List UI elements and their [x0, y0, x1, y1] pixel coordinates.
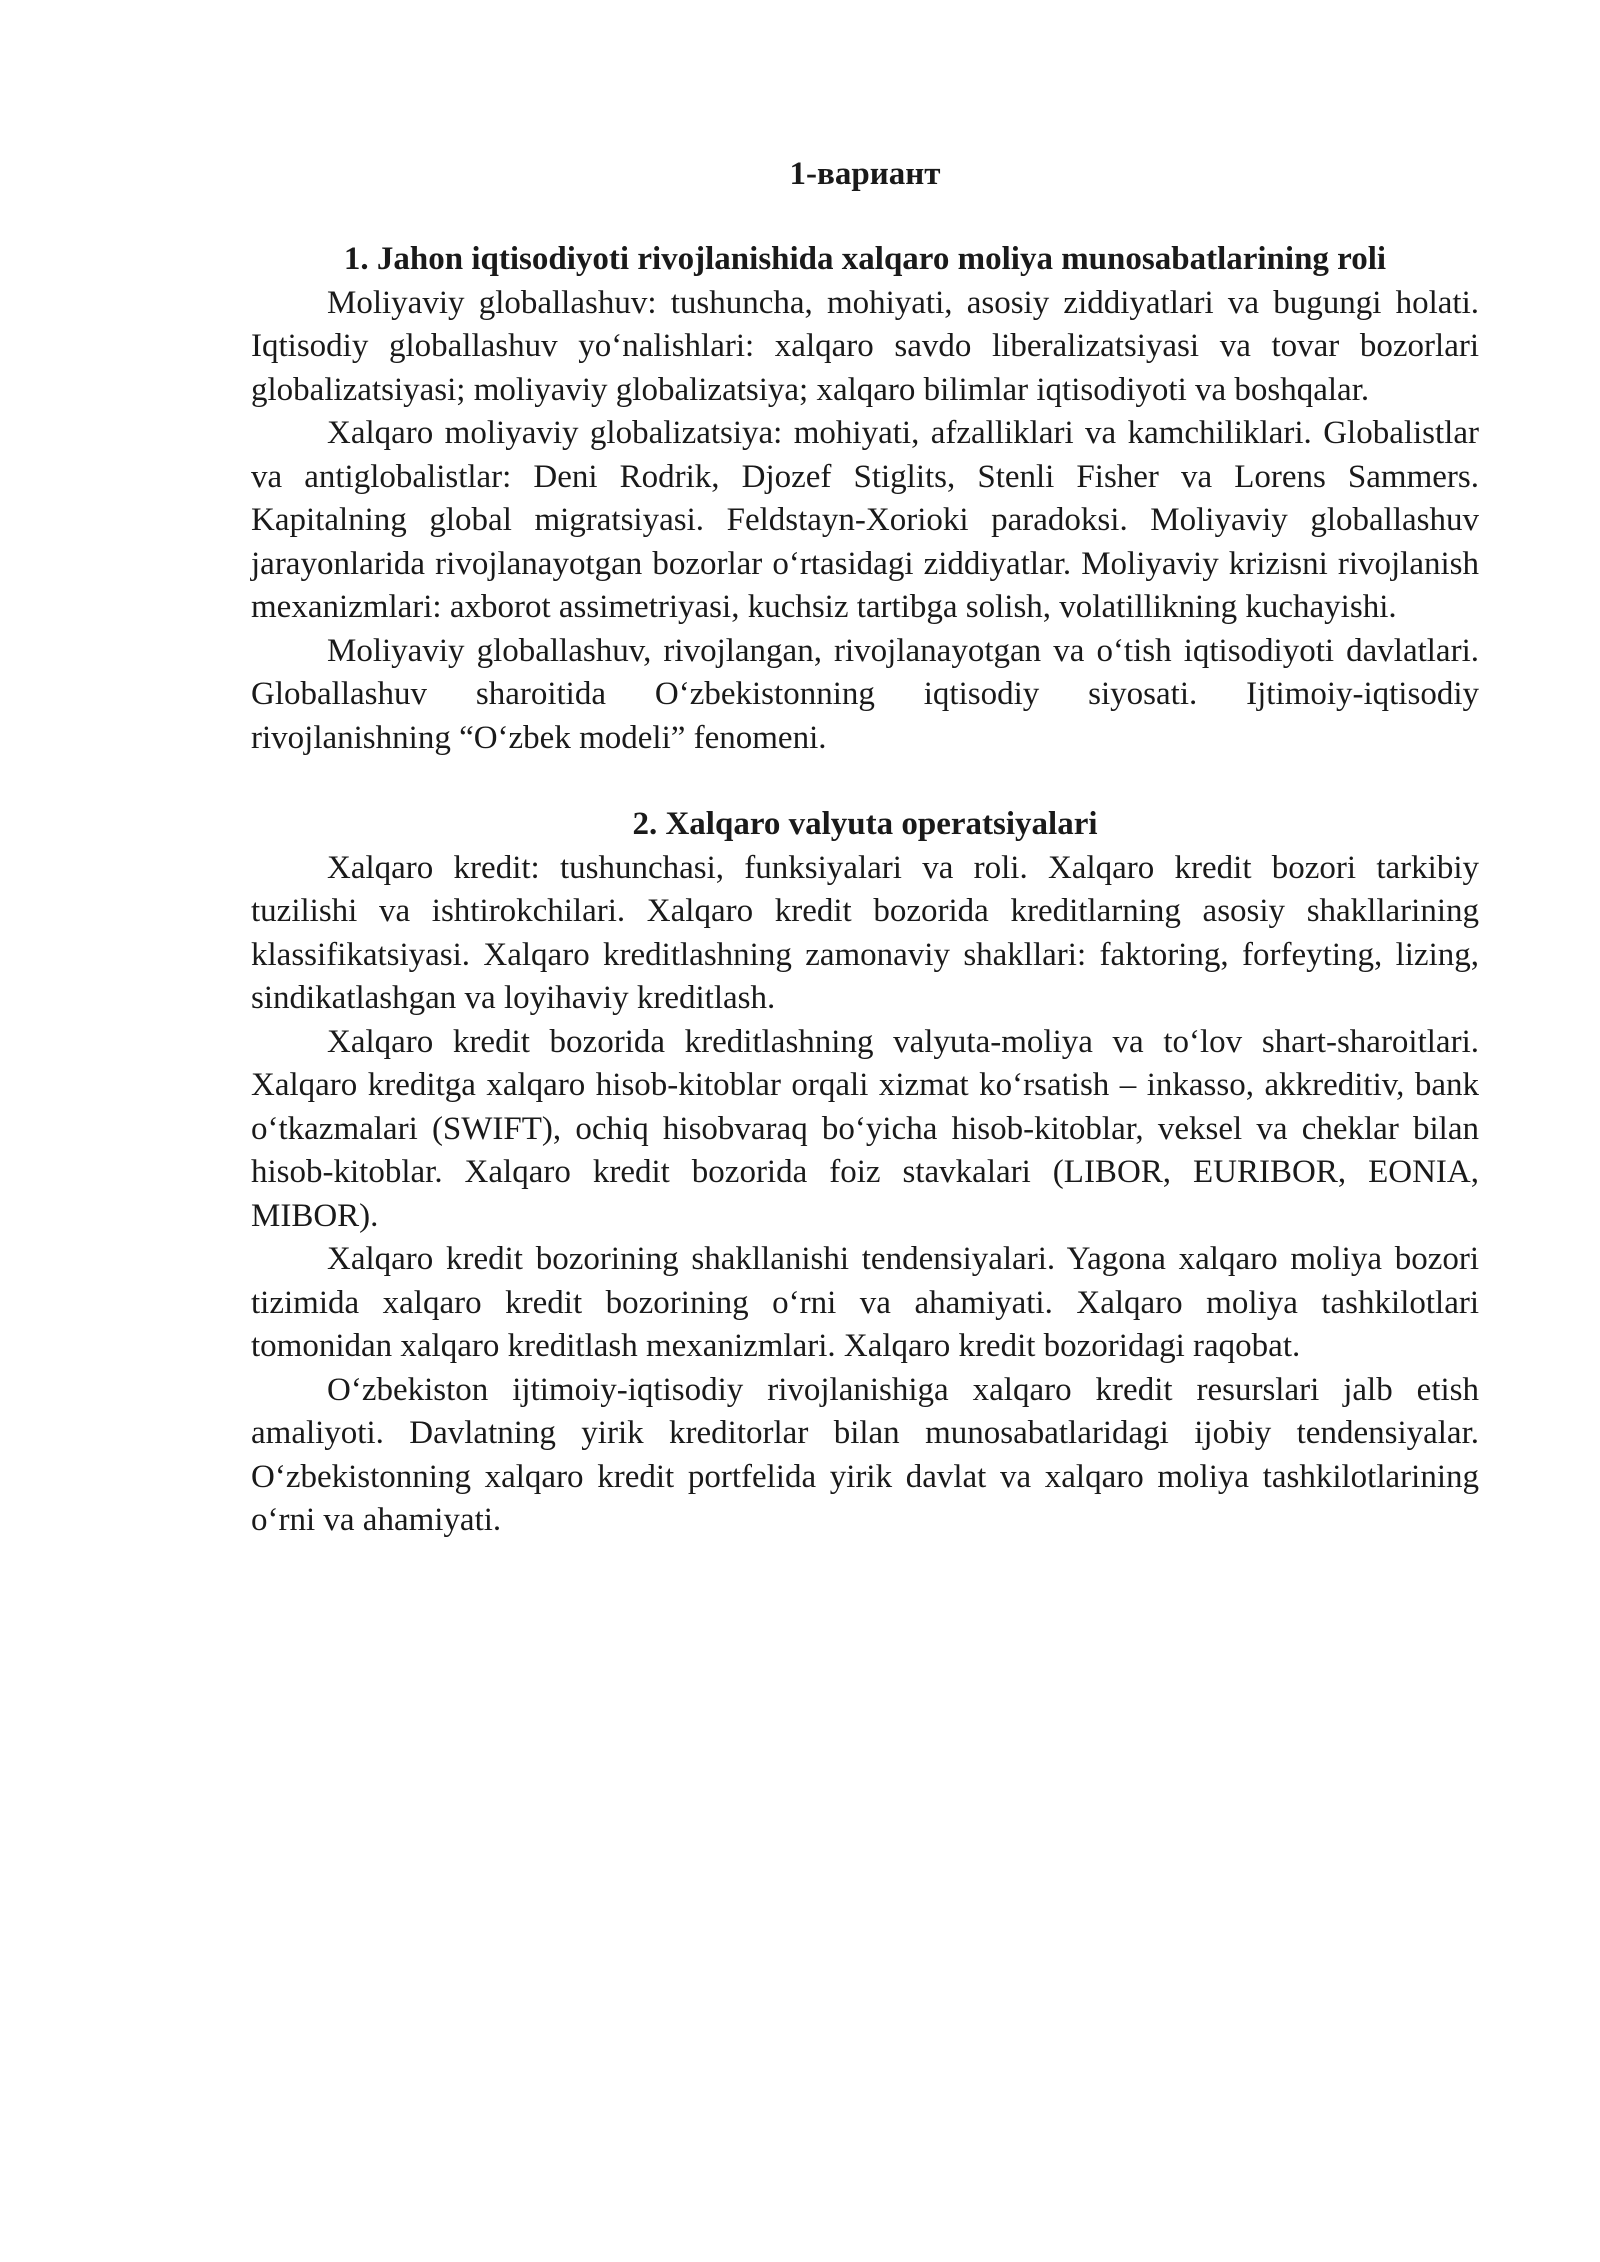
- section-1: [251, 238, 1479, 760]
- section-title: 2. Xalqaro valyuta operatsiyalari: [632, 806, 1098, 842]
- section-paragraph: Xalqaro kredit bozorining shakllanishi tendensiyalari. Yagona xalqaro moliya bozori tizimida xalqaro kredit bozorining o‘rni va ahamiyati. Xalqaro moliya tashkilotlari tomonidan xalqaro kreditlash mexanizmlari. Xalqaro kredit bozoridagi raqobat.: [251, 1241, 1479, 1364]
- document-page: [251, 152, 1479, 1543]
- section-title: 1. Jahon iqtisodiyoti rivojlanishida xalqaro moliya munosabatlarining roli: [343, 241, 1387, 277]
- section-paragraph: O‘zbekiston ijtimoiy-iqtisodiy rivojlanishiga xalqaro kredit resurslari jalb etish amaliyoti. Davlatning yirik kreditorlar bilan munosabatlaridagi ijobiy tendensiyalar. O‘zbekistonning xalqaro kredit portfelida yirik davlat va xalqaro moliya tashkilotlarining o‘rni va ahamiyati.: [251, 1371, 1479, 1538]
- variant-title: 1-вариант: [789, 156, 941, 192]
- section-paragraph: Moliyaviy globallashuv, rivojlangan, rivojlanayotgan va o‘tish iqtisodiyoti davlatlari. Globallashuv sharoitida O‘zbekistonning iqtisodiy siyosati. Ijtimoiy-iqtisodiy rivojlanishning “O‘zbek modeli” fenomeni.: [251, 632, 1479, 756]
- section-paragraph: Xalqaro kredit: tushunchasi, funksiyalari va roli. Xalqaro kredit bozori tarkibiy tuzilishi va ishtirokchilari. Xalqaro kredit bozorida kreditlarning asosiy shakllarining klassifikatsiyasi. Xalqaro kreditlashning zamonaviy shakllari: faktoring, forfeyting, lizing, sindikatlashgan va loyihaviy kreditlash.: [251, 849, 1479, 1016]
- section-paragraph: Xalqaro moliyaviy globalizatsiya: mohiyati, afzalliklari va kamchiliklari. Globalistlar va antiglobalistlar: Deni Rodrik, Djozef Stiglits, Stenli Fisher va Lorens Sammers. Kapitalning global migratsiyasi. Feldstayn-Xorioki paradoksi. Moliyaviy globallashuv jarayonlarida rivojlanayotgan bozorlar o‘rtasidagi ziddiyatlar. Moliyaviy krizisni rivojlanish mexanizmlari: axborot assimetriyasi, kuchsiz tartibga solish, volatillikning kuchayishi.: [251, 415, 1479, 625]
- section-2: [251, 803, 1479, 1543]
- section-paragraph: Xalqaro kredit bozorida kreditlashning valyuta-moliya va to‘lov shart-sharoitlari. Xalqaro kreditga xalqaro hisob-kitoblar orqali xizmat ko‘rsatish – inkasso, akkreditiv, bank o‘tkazmalari (SWIFT), ochiq hisobvaraq bo‘yicha hisob-kitoblar, veksel va cheklar bilan hisob-kitoblar. Xalqaro kredit bozorida foiz stavkalari (LIBOR, EURIBOR, EONIA, MIBOR).: [251, 1023, 1479, 1234]
- section-paragraph: Moliyaviy globallashuv: tushuncha, mohiyati, asosiy ziddiyatlari va bugungi holati. Iqtisodiy globallashuv yo‘nalishlari: xalqaro savdo liberalizatsiyasi va tovar bozorlari globalizatsiyasi; moliyaviy globalizatsiya; xalqaro bilimlar iqtisodiyoti va boshqalar.: [251, 284, 1479, 408]
